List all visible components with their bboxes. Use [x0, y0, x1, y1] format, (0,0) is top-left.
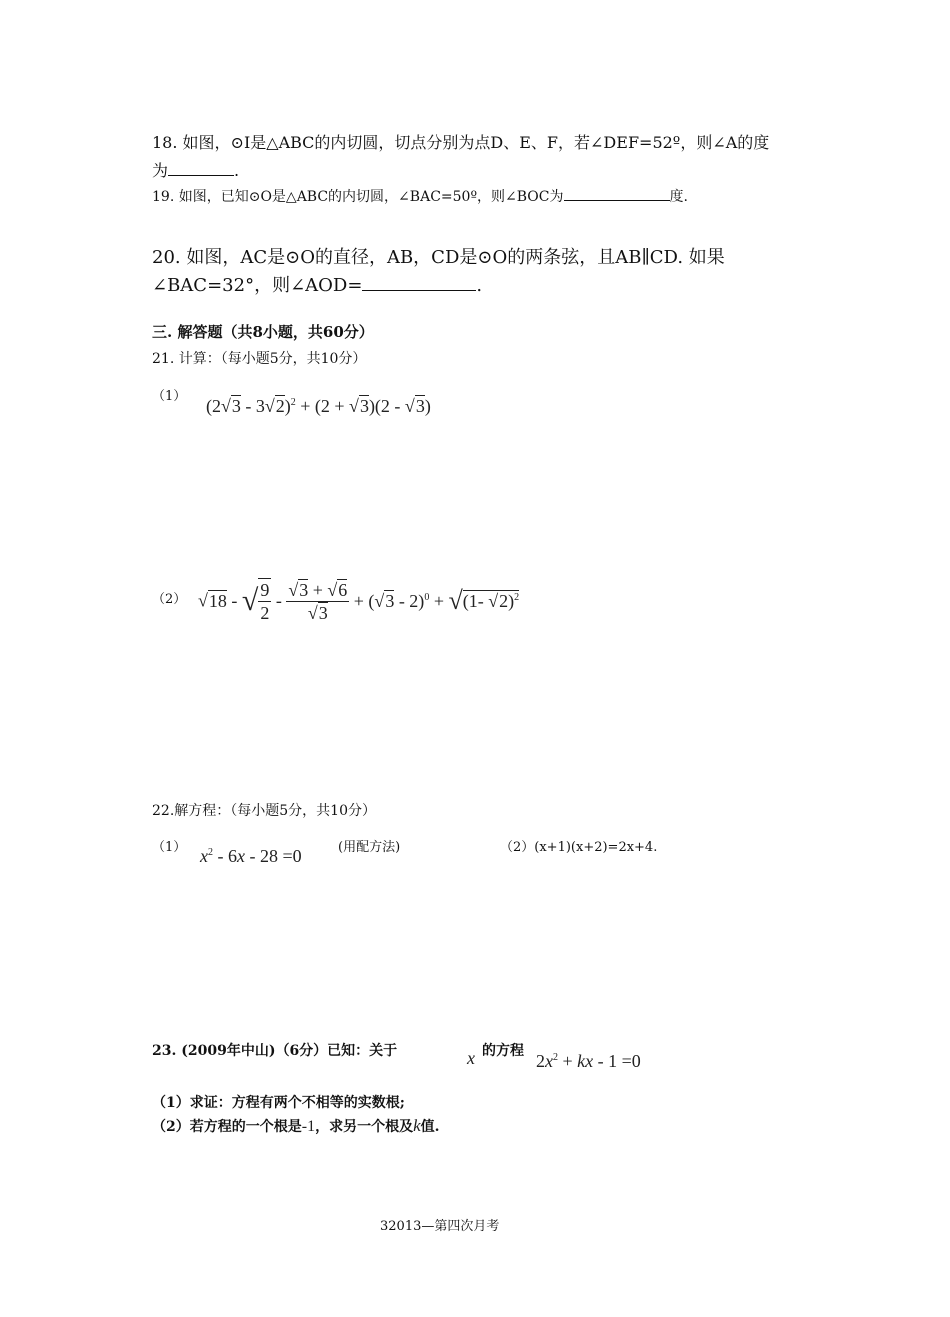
q22-p1-label: （1）	[152, 840, 187, 855]
q22-p1-method-note: (用配方法)	[338, 840, 401, 855]
q20-suffix: .	[476, 275, 483, 296]
q23-part2-root: -1	[301, 1118, 316, 1135]
q23-part2	[152, 1116, 440, 1136]
q19-line	[152, 186, 688, 206]
q18-line1: 18. 如图，⊙I是△ABC的内切圆，切点分别为点D、E、F，若∠DEF=52º，则∠A的度	[152, 133, 770, 152]
q20-prefix: ∠BAC=32°，则∠AOD=	[152, 275, 363, 296]
q23-part2-var: k	[413, 1116, 421, 1135]
q19-prefix: 19. 如图，已知⊙O是△ABC的内切圆，∠BAC=50º，则∠BOC为	[152, 189, 564, 205]
q23-part2-mid: ，求另一个根及	[315, 1119, 414, 1135]
q20-line2	[152, 271, 482, 297]
q21-p1-expression: (2√3 - 3√2)$^2$ + (2 + √3)(2 - √3)	[206, 396, 431, 416]
q21-title: 21. 计算：（每小题5分，共10分）	[152, 351, 367, 367]
q22-p2: （2）(x+1)(x+2)=2x+4.	[500, 840, 658, 855]
q21-p2-expression: √18 - √ $\frac{9}{2}$ - $\frac{√3 + √6}{√3}$ + (√3 - 2)$^0$ + √(1- √2)$^2$	[198, 579, 520, 623]
q23-mid: 的方程	[482, 1043, 524, 1059]
q18-suffix: .	[234, 161, 240, 180]
q20-line1: 20. 如图，AC是⊙O的直径，AB，CD是⊙O的两条弦，且AB∥CD. 如果	[152, 247, 725, 268]
q23-intro: 23. (2009年中山)（6分）已知：关于	[152, 1043, 398, 1059]
q20-answer-blank[interactable]	[362, 290, 476, 291]
q19-answer-blank[interactable]	[564, 200, 670, 201]
q22-p1-equation: $x^2 - 6x - 28 =0$	[200, 846, 302, 866]
q21-p1-label: （1）	[152, 389, 187, 404]
q23-part2-suffix: 值.	[420, 1119, 440, 1135]
q18-answer-blank[interactable]	[168, 175, 234, 176]
q23-var-x: x	[467, 1048, 475, 1068]
q21-p2-label: （2）	[152, 592, 187, 607]
q19-suffix: 度.	[669, 189, 688, 205]
page-footer: 32013—第四次月考	[380, 1219, 500, 1234]
q23-equation: $2x^2$ + kx - 1 =0	[536, 1051, 641, 1071]
q23-part1: （1）求证：方程有两个不相等的实数根;	[152, 1095, 405, 1111]
section3-title: 三. 解答题（共8小题，共60分）	[152, 323, 374, 341]
q18-prefix: 为	[152, 161, 169, 180]
q23-part2-prefix: （2）若方程的一个根是	[152, 1119, 302, 1135]
q22-title: 22.解方程：（每小题5分，共10分）	[152, 803, 376, 819]
q18-line2	[152, 158, 239, 181]
